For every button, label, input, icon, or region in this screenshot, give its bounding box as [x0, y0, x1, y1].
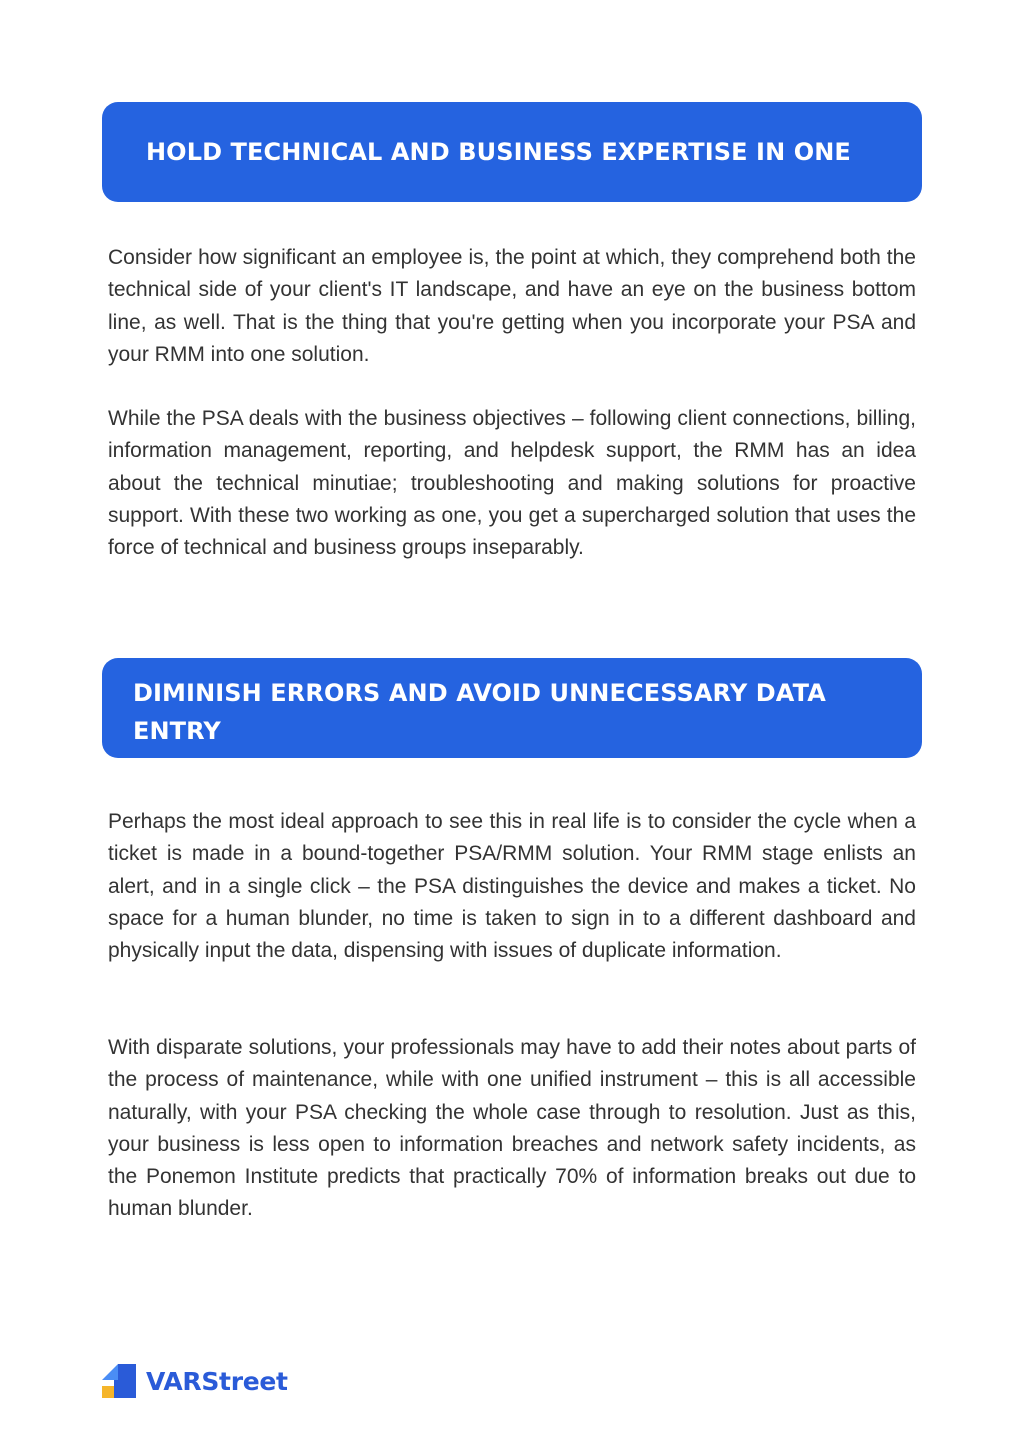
- body-paragraph: [108, 403, 916, 564]
- varstreet-logo-icon: [102, 1364, 136, 1398]
- body-paragraph: [108, 806, 916, 967]
- paragraph-text: Perhaps the most ideal approach to see this in real life is to consider the cycle when a ticket is made in a bound-together PSA/RMM solution. Your RMM stage enlists an alert, and in a single click – the PSA distinguishes the device and makes a ticket. No space for a human blunder, no time is taken to sign in to a different dashboard and physically input the data, dispensing with issues of duplicate information.: [108, 810, 916, 963]
- paragraph-text: While the PSA deals with the business objectives – following client connections, billing, information management, reporting, and helpdesk support, the RMM has an idea about the technical minutiae; troubleshooting and making solutions for proactive support. With these two working as one, you get a supercharged solution that uses the force of technical and business groups inseparably.: [108, 407, 916, 560]
- paragraph-text: With disparate solutions, your professionals may have to add their notes about parts of the process of maintenance, while with one unified instrument – this is all accessible naturally, with your PSA checking the whole case through to resolution. Just as this, your business is less open to information breaches and network safety incidents, as the Ponemon Institute predicts that practically 70% of information breaks out due to human blunder.: [108, 1036, 916, 1221]
- body-paragraph: [108, 242, 916, 371]
- section-heading: HOLD TECHNICAL AND BUSINESS EXPERTISE IN ONE: [146, 138, 851, 166]
- body-paragraph: [108, 1032, 916, 1226]
- section-heading-banner: [102, 102, 922, 202]
- section-heading-banner: [102, 658, 922, 758]
- varstreet-logo: [102, 1364, 288, 1398]
- section-heading: DIMINISH ERRORS AND AVOID UNNECESSARY DATA ENTRY: [133, 679, 826, 745]
- logo-text: VARStreet: [146, 1366, 288, 1396]
- paragraph-text: Consider how significant an employee is, the point at which, they comprehend both the technical side of your client's IT landscape, and have an eye on the business bottom line, as well. That is the thing that you're getting when you incorporate your PSA and your RMM into one solution.: [108, 246, 916, 366]
